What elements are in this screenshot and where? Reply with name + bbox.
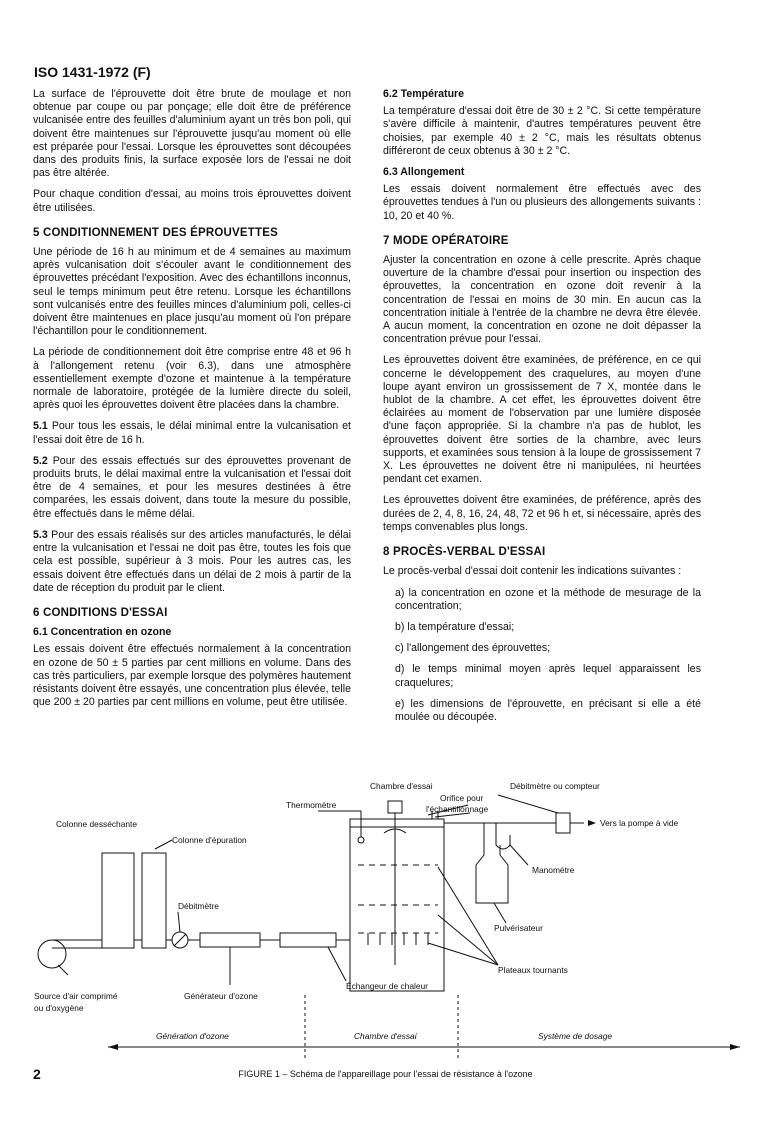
subsection-6-3-heading: 6.3 Allongement <box>383 166 465 179</box>
label-gas-meter: Débitmètre ou compteur <box>510 781 600 791</box>
purification-column <box>142 853 166 948</box>
sprayer-bottle <box>476 823 508 903</box>
label-rotating-trays: Plateaux tournants <box>498 965 568 975</box>
paragraph: Une période de 16 h au minimum et de 4 semaines au maximum après vulcanisation doit s'écouler avant le conditionnement des éprouvettes précédant l'exposition. Avec des échantillons inconnus, seul le temps minimum peut être retenu. Lorsque les échantillons sont vulcanisés entre des feuilles minces d'aluminium poli, celles-ci doivent être maintenues en place jusqu'au moment où l'on prépare l'échantillon pour le conditionnement. <box>33 246 351 338</box>
paragraph: Les éprouvettes doivent être examinées, de préférence, en ce qui concerne le développement des craquelures, au moyen d'une loupe ayant environ un grossissement de 7 X, montée dans le hublot de la chambre. A cet effet, les éprouvettes doivent être éclairées au moment de l'observation par une lumière disposée d'une façon appropriée. Si la chambre n'a pas de hublot, les éprouvettes doivent être sorties de la chambre, avec leurs supports, et examinées sous tension à la loupe de grossissement 7 X. Les éprouvettes ne doivent être ni manipulées, ni heurtées pendant cet examen. <box>383 354 701 486</box>
paragraph: Les éprouvettes doivent être examinées, de préférence, après des durées de 2, 4, 8, 16, 24, 48, 72 et 96 h et, si nécessaire, après des temps convenables plus longs. <box>383 494 701 533</box>
label-air-source: Source d'air comprimé <box>34 991 118 1001</box>
label-flowmeter: Débitmètre <box>178 901 219 911</box>
gas-meter <box>556 813 570 833</box>
paragraph: La surface de l'éprouvette doit être brute de moulage et non obtenue par coupe ou par ponçage; elle doit être de préférence vulcanisée entre des feuilles d'aluminium ayant un très bon poli, qui doivent être maintenues sur l'éprouvette jusqu'au moment où elle est préparée pour l'essai. Lorsque les éprouvettes sont découpées dans des produits finis, la surface exposée lors de l'essai ne doit pas être altérée. <box>33 88 351 180</box>
left-column <box>33 88 351 717</box>
clause-text: Pour des essais effectués sur des éprouvettes provenant de produits bruts, le délai maximal entre la vulcanisation et l'essai doit être de 4 semaines, et pour les mesures destinées à être comparées, les essais doivent, dans toute la mesure du possible, être effectués dans le même délai. <box>33 454 351 520</box>
paragraph: Le procès-verbal d'essai doit contenir les indications suivantes : <box>383 565 682 578</box>
label-test-chamber: Chambre d'essai <box>370 781 433 791</box>
label-vacuum-pump: Vers la pompe à vide <box>600 818 679 828</box>
clause-number: 5.1 <box>33 420 48 433</box>
document-id: ISO 1431-1972 (F) <box>34 64 151 80</box>
clause-5-3 <box>33 529 351 595</box>
label-sprayer: Pulvérisateur <box>494 923 543 933</box>
manometer-u-tube <box>496 823 510 849</box>
list-item: d) le temps minimal moyen après lequel apparaissent les craquelures; <box>395 663 701 689</box>
list-item: a) la concentration en ozone et la méthode de mesurage de la concentration; <box>395 586 701 612</box>
label-heat-exchanger: Échangeur de chaleur <box>346 981 428 991</box>
right-column <box>383 88 701 732</box>
section-7-heading: 7 MODE OPÉRATOIRE <box>383 234 509 247</box>
label-manometer: Manomètre <box>532 865 575 875</box>
list-item: b) la température d'essai; <box>395 620 515 633</box>
specimen-rack <box>368 933 428 945</box>
label-orifice: Orifice pour <box>440 793 484 803</box>
label-ozone-generator: Générateur d'ozone <box>184 991 258 1001</box>
subsection-6-1-heading: 6.1 Concentration en ozone <box>33 626 172 639</box>
clause-text: Pour des essais réalisés sur des articles manufacturés, le délai entre la vulcanisation et l'essai ne doit pas être, toutes les fois que cela est possible, supérieur à 3 mois. Pour les autres cas, les essais doivent être effectués dans un délai de 2 mois à partir de la date de réception du produit par le client. <box>33 528 351 594</box>
figure-caption: FIGURE 1 – Schéma de l'appareillage pour l'essai de résistance à l'ozone <box>238 1069 533 1079</box>
apparatus-diagram <box>28 775 744 1065</box>
section-ozone-generation: Génération d'ozone <box>156 1031 229 1041</box>
paragraph: Pour chaque condition d'essai, au moins trois éprouvettes doivent être utilisées. <box>33 188 351 214</box>
list-item: e) les dimensions de l'éprouvette, en précisant si elle a été moulée ou découpée. <box>395 697 701 723</box>
clause-number: 5.2 <box>33 454 48 467</box>
section-5-heading: 5 CONDITIONNEMENT DES ÉPROUVETTES <box>33 226 278 239</box>
paragraph: Les essais doivent être effectués normalement à la concentration en ozone de 50 ± 5 parties par cent millions en volume. Dans des cas très particuliers, par exemple lorsque des polymères hautement résistants doivent être essayés, une concentration plus élevée, telle que 200 ± 20 parties par cent millions en volume, peut être utilisée. <box>33 643 351 709</box>
section-dosing-system: Système de dosage <box>538 1031 613 1041</box>
rotating-shaft-motor <box>388 801 402 813</box>
heat-exchanger <box>280 933 336 947</box>
section-6-heading: 6 CONDITIONS D'ESSAI <box>33 606 168 619</box>
list-item: c) l'allongement des éprouvettes; <box>395 642 551 655</box>
paragraph: Les essais doivent normalement être effectués avec des éprouvettes tendues à l'un ou plusieurs des allongements suivants : 10, 20 et 40 %. <box>383 183 701 222</box>
clause-number: 5.3 <box>33 528 48 541</box>
paragraph: La période de conditionnement doit être comprise entre 48 et 96 h à l'allongement retenu (voir 6.3), dans une atmosphère essentiellement exempte d'ozone et maintenue à la température normale de laboratoire, protégée de la lumière directe du soleil, après quoi les éprouvettes doivent être placées dans la chambre. <box>33 346 351 412</box>
page-number: 2 <box>33 1066 41 1082</box>
section-8-heading: 8 PROCÈS-VERBAL D'ESSAI <box>383 546 546 559</box>
section-test-chamber: Chambre d'essai <box>354 1031 417 1041</box>
clause-5-1 <box>33 420 351 446</box>
label-orifice: l'échantillonnage <box>426 804 489 814</box>
subsection-6-2-heading: 6.2 Température <box>383 88 465 100</box>
paragraph: Ajuster la concentration en ozone à celle prescrite. Après chaque ouverture de la chambre d'essai pour insertion ou inspection des éprouvettes, la concentration en ozone doit revenir à la concentration de l'essai en moins de 30 min. En aucun cas la concentration initiale à l'entrée de la chambre ne devra être élevée. A aucun moment, la concentration en ozone ne doit dépasser la concentration prévue pour l'essai. <box>383 254 701 346</box>
clause-5-2 <box>33 455 351 521</box>
label-purification-column: Colonne d'épuration <box>172 835 247 845</box>
label-drying-column: Colonne desséchante <box>56 819 138 829</box>
clause-text: Pour tous les essais, le délai minimal entre la vulcanisation et l'essai doit être de 16 h. <box>33 420 351 446</box>
label-air-source: ou d'oxygène <box>34 1003 84 1013</box>
air-source-cylinder <box>38 940 66 968</box>
paragraph: La température d'essai doit être de 30 ± 2 °C. Si cette température s'avère difficile à maintenir, d'autres températures peuvent être choisies, par exemple 40 ± 2 °C, mais les résultats obtenus différeront de ceux obtenus à 30 ± 2 °C. <box>383 105 701 157</box>
ozone-generator <box>200 933 260 947</box>
label-thermometer: Thermomètre <box>286 800 337 810</box>
drying-column <box>102 853 134 948</box>
